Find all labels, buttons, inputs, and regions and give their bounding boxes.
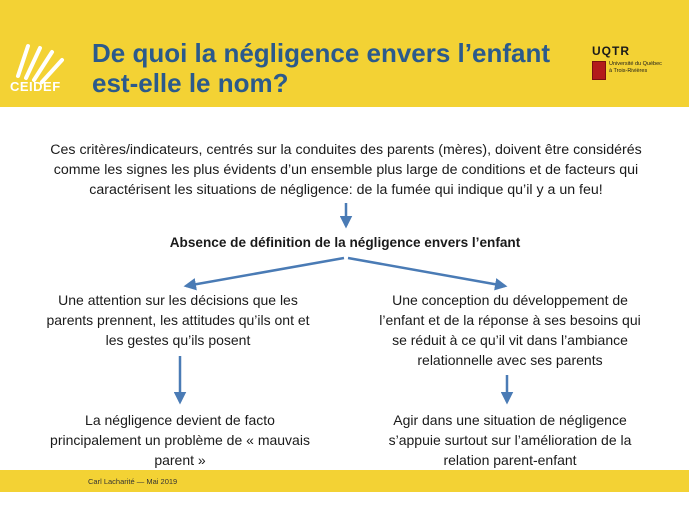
text-line: parent » bbox=[154, 452, 206, 468]
text-line: se réduit à ce qu’il vit dans l’ambiance bbox=[392, 332, 628, 348]
title-line: De quoi la négligence envers l’enfant bbox=[92, 38, 551, 68]
text-line: Une attention sur les décisions que les bbox=[58, 292, 298, 308]
text-line: caractérisent les situations de négligence: de la fumée qui indique qu’il y a un feu! bbox=[89, 182, 603, 198]
uqtr-subtitle bbox=[609, 61, 662, 74]
uqtr-sub-line: à Trois-Rivières bbox=[609, 67, 648, 74]
left-bottom-text bbox=[40, 410, 320, 470]
text-line: Ces critères/indicateurs, centrés sur la conduites des parents (mères), doivent être considérés bbox=[50, 142, 642, 158]
text-line: La négligence devient de facto bbox=[85, 412, 275, 428]
text-line: relation parent-enfant bbox=[443, 452, 577, 468]
text-line: l’enfant et de la réponse à ses besoins qui bbox=[379, 312, 641, 328]
uqtr-mark: UQTR bbox=[592, 44, 630, 58]
uqtr-logo bbox=[592, 44, 682, 80]
absence-heading: Absence de définition de la négligence envers l’enfant bbox=[169, 235, 521, 250]
arrow-left-icon bbox=[186, 258, 344, 286]
text-line: comme les signes les plus évidents d’un ensemble plus large de conditions et de facteurs qui bbox=[53, 162, 639, 178]
left-top-text bbox=[28, 290, 328, 350]
text-line: Agir dans une situation de négligence bbox=[393, 412, 627, 428]
text-line: s’appuie surtout sur l’amélioration de la bbox=[388, 432, 632, 448]
text-line: principalement un problème de « mauvais bbox=[50, 432, 310, 448]
uqtr-shield-icon bbox=[592, 61, 606, 80]
slide-title bbox=[92, 38, 572, 98]
uqtr-sub-line: Université du Québec bbox=[609, 61, 662, 67]
right-bottom-text bbox=[360, 410, 660, 470]
text-line: Une conception du développement de bbox=[392, 292, 628, 308]
footer-credit: Carl Lacharité — Mai 2019 bbox=[88, 477, 178, 486]
intro-paragraph bbox=[16, 140, 676, 200]
right-top-text bbox=[350, 290, 670, 370]
title-line: est-elle le nom? bbox=[92, 68, 289, 98]
text-line: les gestes qu’ils posent bbox=[105, 332, 251, 348]
text-line: relationnelle avec ses parents bbox=[417, 352, 603, 368]
arrow-right-icon bbox=[348, 258, 505, 286]
logo-text: CEIDEF bbox=[10, 79, 61, 94]
text-line: parents prennent, les attitudes qu’ils ont et bbox=[46, 312, 310, 328]
